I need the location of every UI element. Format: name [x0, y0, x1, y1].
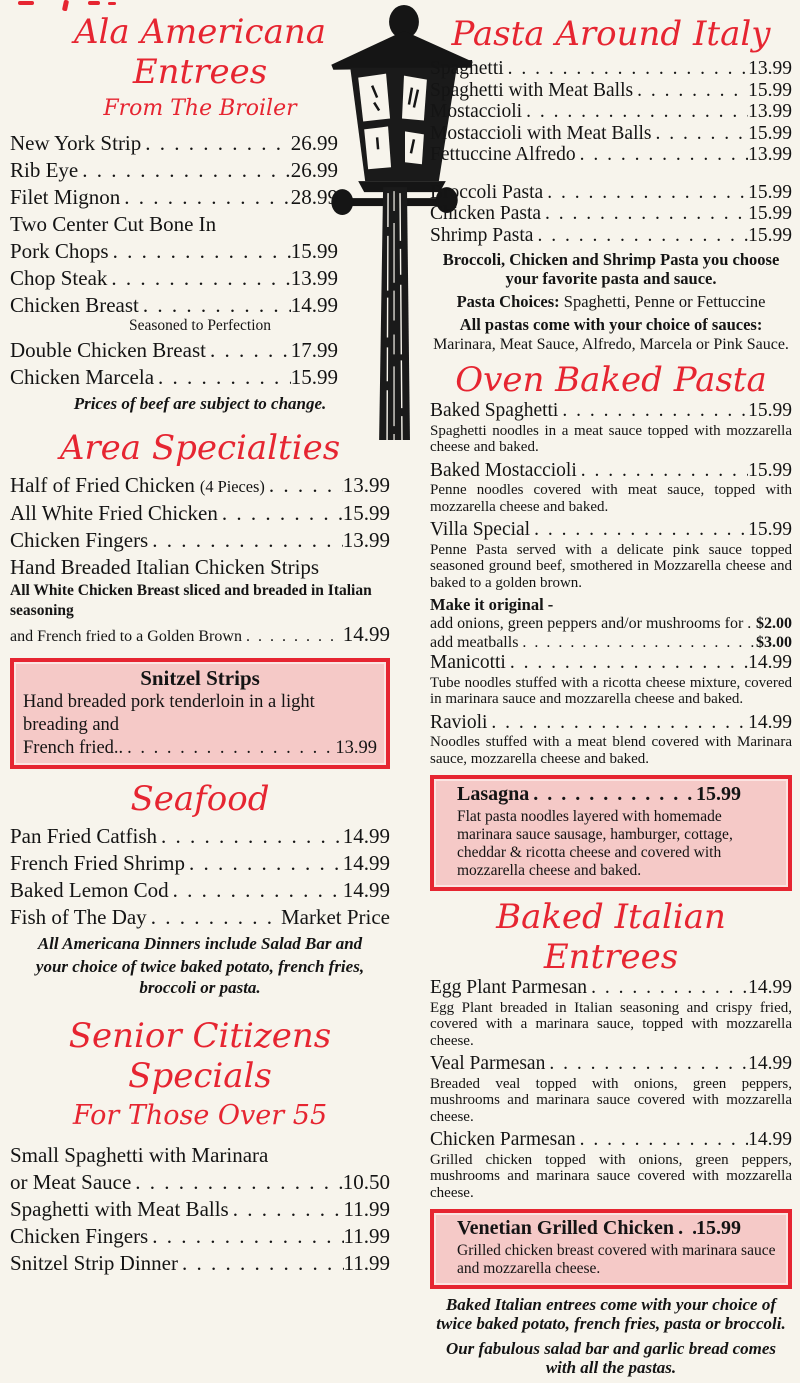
item-name: Manicotti: [430, 652, 506, 673]
pasta-choices-note: [430, 292, 792, 311]
item-name: Snitzel Strip Dinner: [10, 1251, 178, 1275]
dot-leader: [743, 614, 756, 633]
dot-leader: [504, 58, 748, 80]
dot-leader: [131, 1169, 342, 1196]
menu-note: All Americana Dinners include Salad Bar and: [37, 934, 363, 953]
item-description: All White Chicken Breast sliced and breaded in Italian seasoning: [10, 582, 372, 619]
dot-leader: [633, 80, 748, 102]
item-price: 15.99: [748, 400, 792, 421]
item-name: Two Center Cut Bone In: [10, 212, 217, 236]
dot-leader: [522, 101, 748, 123]
item-price: 14.99: [748, 977, 792, 998]
lamp-window: [405, 131, 424, 164]
dot-leader: [576, 1129, 748, 1151]
menu-item: [10, 527, 390, 554]
item-price: 26.99: [290, 131, 338, 155]
artifact-mark: [18, 1, 34, 5]
item-name: Fettuccine Alfredo: [430, 144, 576, 165]
menu-item: [430, 144, 792, 166]
item-name: and French fried to a Golden Brown: [10, 628, 242, 645]
menu-item: [10, 238, 390, 265]
item-name: Mostaccioli with Meat Balls: [430, 122, 652, 144]
item-price: 28.99: [290, 185, 338, 209]
special-box: [430, 1209, 792, 1289]
item-name: Chicken Marcela: [10, 365, 155, 389]
dot-leader: [577, 460, 748, 482]
dot-leader: [530, 519, 748, 541]
item-price: 15.99: [696, 783, 741, 805]
item-description: Noodles stuffed with a meat blend covered with Marinara sauce, mozzarella cheese and baked.: [430, 734, 792, 767]
menu-note: Make it original -: [430, 595, 554, 614]
menu-note: Broccoli, Chicken and Shrimp Pasta you choose your favorite pasta and sauce.: [442, 250, 780, 288]
item-name: Chicken Fingers: [10, 528, 149, 552]
item-price: 14.99: [342, 622, 390, 646]
item-price: 13.99: [748, 101, 792, 122]
item-name: Pan Fried Catfish: [10, 824, 157, 848]
menu-item: [10, 211, 390, 238]
item-subnote: Seasoned to Perfection: [128, 317, 272, 334]
menu-item: [10, 554, 390, 581]
dot-leader: [107, 265, 290, 292]
dot-leader: [529, 782, 696, 807]
item-price: 13.99: [342, 528, 390, 552]
item-description: Tube noodles stuffed with a ricotta cheese mixture, covered in marinara sauce and mozzarella cheese and baked.: [430, 674, 792, 707]
menu-item: [430, 1129, 792, 1151]
item-name: Mostaccioli: [430, 101, 523, 122]
item-price: 11.99: [343, 1251, 390, 1275]
section-subheading: For Those Over 55: [72, 1100, 328, 1131]
item-name: Spaghetti with Meat Balls: [430, 79, 634, 101]
item-description: Breaded veal topped with onions, green peppers, mushrooms and marinara sauce covered with mozzarella cheese.: [430, 1075, 792, 1125]
dot-leader: [587, 977, 748, 999]
menu-item: [10, 500, 390, 527]
item-price: 10.50: [342, 1170, 390, 1194]
item-price: 14.99: [290, 293, 338, 317]
item-name: Baked Spaghetti: [430, 400, 559, 421]
item-price: 26.99: [290, 158, 338, 182]
menu-addon-item: [430, 633, 792, 652]
dot-leader: [109, 238, 291, 265]
dot-leader: [139, 292, 291, 319]
item-name: Chicken Breast: [10, 293, 139, 317]
special-box-title: [443, 782, 779, 807]
item-price: 14.99: [342, 851, 390, 875]
menu-note: Our fabulous salad bar and garlic bread comes with all the pastas.: [445, 1339, 777, 1377]
dot-leader: [154, 364, 291, 391]
item-price: 15.99: [748, 224, 792, 246]
item-name: Venetian Grilled Chicken: [457, 1217, 675, 1239]
item-name: New York Strip: [10, 131, 142, 155]
menu-item: [10, 823, 390, 850]
section-heading: Seafood: [130, 779, 270, 819]
special-box-title: [443, 1216, 779, 1241]
item-name: Baked Lemon Cod: [10, 878, 169, 902]
section-senior-citizens: [10, 1016, 390, 1277]
item-name: Shrimp Pasta: [430, 224, 534, 246]
item-name: Villa Special: [430, 519, 531, 540]
item-price: 14.99: [748, 1053, 792, 1074]
special-box-description: Hand breaded pork tenderloin in a light breading and: [23, 692, 315, 735]
item-description: Egg Plant breaded in Italian seasoning and crispy fried, covered with a marinara sauce, topped with mozzarella cheese.: [430, 999, 792, 1049]
section-pasta-around-italy: [430, 14, 792, 354]
menu-item: [10, 1142, 390, 1169]
section-ala-americana: [10, 12, 390, 414]
menu-item: [430, 519, 792, 541]
artifact-mark: [108, 2, 116, 5]
item-price: Market Price: [280, 905, 390, 929]
special-box: [10, 658, 390, 769]
menu-item: [10, 877, 390, 904]
item-price: 14.99: [748, 652, 792, 673]
section-heading: Oven Baked Pasta: [455, 360, 767, 400]
item-name: Broccoli Pasta: [430, 181, 544, 203]
menu-item: [23, 737, 377, 760]
menu-item: [10, 1169, 390, 1196]
item-price: 14.99: [748, 711, 792, 733]
menu-item: [430, 712, 792, 734]
menu-addon-item: [430, 614, 792, 633]
item-price: 15.99: [342, 501, 390, 525]
section-heading: Area Specialties: [59, 428, 341, 468]
artifact-mark: [88, 1, 100, 5]
section-right-footer: [430, 1295, 792, 1377]
item-name: or Meat Sauce: [10, 1170, 132, 1194]
item-name: Spaghetti: [430, 58, 504, 79]
dot-leader: [558, 400, 748, 422]
dot-leader: [674, 1216, 696, 1241]
item-name: Baked Mostaccioli: [430, 459, 577, 481]
menu-item: [430, 203, 792, 225]
dot-leader: [185, 850, 343, 877]
item-price: 13.99: [748, 144, 792, 165]
item-price: 13.99: [342, 473, 390, 497]
menu-item: [10, 364, 390, 391]
item-price: 13.99: [335, 738, 377, 758]
item-price: 14.99: [748, 1129, 792, 1150]
item-name: add onions, green peppers and/or mushrooms for: [430, 615, 744, 632]
menu-item: [430, 58, 792, 80]
dot-leader: [148, 527, 343, 554]
section-lasagna: [430, 775, 792, 891]
item-name: add meatballs: [430, 634, 519, 651]
special-box-title: Snitzel Strips: [140, 666, 260, 690]
item-description: Grilled chicken topped with onions, green peppers, mushrooms and marinara sauce covered with mozzarella cheese.: [430, 1151, 792, 1201]
artifact-mark: [62, 0, 69, 11]
section-baked-italian-entrees: [430, 897, 792, 1201]
item-name: Chop Steak: [10, 266, 108, 290]
item-name: Half of Fried Chicken: [10, 473, 195, 497]
item-name: Filet Mignon: [10, 185, 121, 209]
item-description: Spaghetti noodles in a meat sauce topped with mozzarella cheese and baked.: [430, 422, 792, 455]
item-price: 11.99: [343, 1197, 390, 1221]
item-price: 15.99: [748, 181, 792, 203]
menu-item: [10, 157, 390, 184]
item-name: Chicken Pasta: [430, 203, 542, 224]
item-name: French Fried Shrimp: [10, 851, 185, 875]
item-price: 15.99: [696, 1217, 741, 1239]
item-description: Penne noodles covered with meat sauce, topped with mozzarella cheese and baked.: [430, 482, 792, 515]
lamp-window: [402, 76, 427, 121]
item-name-suffix: (4 Pieces): [199, 477, 265, 496]
item-name: Ravioli: [430, 711, 488, 733]
item-name: French fried..: [23, 738, 124, 758]
item-price: 17.99: [290, 338, 338, 362]
section-area-specialties: [10, 428, 390, 650]
menu-item: [430, 80, 792, 102]
section-heading: Senior Citizens Specials: [68, 1016, 332, 1096]
dot-leader: [120, 184, 290, 211]
dot-leader: [169, 877, 343, 904]
menu-item: [430, 460, 792, 482]
note-label: Pasta Choices:: [456, 292, 560, 311]
dot-leader: [652, 123, 749, 145]
item-name: Double Chicken Breast: [10, 338, 206, 362]
menu-item: [430, 977, 792, 999]
dot-leader: [157, 823, 343, 850]
dot-leader: [147, 904, 281, 931]
menu-item: [10, 292, 390, 319]
item-price: 15.99: [748, 459, 792, 481]
dot-leader: [123, 737, 335, 760]
dot-leader: [518, 633, 756, 652]
menu-item: [10, 621, 390, 650]
section-oven-baked-pasta: [430, 360, 792, 767]
section-heading: Baked Italian Entrees: [496, 897, 726, 977]
item-name: Fish of The Day: [10, 905, 147, 929]
item-name: Lasagna: [457, 783, 530, 805]
item-price: 14.99: [342, 878, 390, 902]
dot-leader: [533, 225, 748, 247]
item-price: 13.99: [748, 58, 792, 79]
item-name: Hand Breaded Italian Chicken Strips: [10, 555, 320, 579]
note-text: Spaghetti, Penne or Fettuccine: [559, 292, 766, 311]
dot-leader: [229, 1196, 344, 1223]
item-price: 11.99: [343, 1224, 390, 1248]
item-name: Chicken Parmesan: [430, 1129, 576, 1150]
menu-item: [10, 1250, 390, 1277]
menu-note: Marinara, Meat Sauce, Alfredo, Marcela or Pink Sauce.: [433, 336, 789, 353]
menu-item: [10, 337, 390, 364]
dot-leader: [141, 130, 290, 157]
item-name: Chicken Fingers: [10, 1224, 149, 1248]
menu-item: [10, 184, 390, 211]
section-venetian: [430, 1209, 792, 1289]
item-description: Penne Pasta served with a delicate pink sauce topped seasoned ground beef, smothered in Mozzarella cheese and baked to a golden brown.: [430, 541, 792, 591]
menu-item: [430, 400, 792, 422]
menu-item: [10, 472, 390, 500]
menu-item: [430, 652, 792, 674]
dot-leader: [178, 1250, 344, 1277]
menu-note: your choice of twice baked potato, french fries, broccoli or pasta.: [35, 957, 365, 997]
item-name: Small Spaghetti with Marinara: [10, 1143, 269, 1167]
item-price: 15.99: [748, 122, 792, 144]
menu-item: [10, 1196, 390, 1223]
menu-item: [430, 101, 792, 123]
menu-item: [430, 123, 792, 145]
right-column: [430, 14, 792, 1383]
section-heading: Ala Americana Entrees: [73, 12, 327, 92]
menu-item: [10, 1223, 390, 1250]
item-name: Egg Plant Parmesan: [430, 977, 588, 998]
item-price: 13.99: [290, 266, 338, 290]
menu-note: Prices of beef are subject to change.: [73, 394, 327, 413]
menu-item: [10, 265, 390, 292]
dot-leader: [206, 337, 291, 364]
menu-item: [10, 904, 390, 931]
dot-leader: [506, 652, 748, 674]
item-price: 14.99: [342, 824, 390, 848]
menu-item: [430, 182, 792, 204]
dot-leader: [218, 500, 343, 527]
item-name: Rib Eye: [10, 158, 79, 182]
item-price: 15.99: [748, 203, 792, 224]
list-gap: [430, 166, 792, 182]
dot-leader: [242, 623, 343, 650]
special-box-description: Grilled chicken breast covered with marinara sauce and mozzarella cheese.: [457, 1242, 776, 1277]
item-name: Spaghetti with Meat Balls: [10, 1197, 229, 1221]
dot-leader: [545, 1053, 748, 1075]
item-name: Pork Chops: [10, 239, 109, 263]
section-heading: Pasta Around Italy: [451, 14, 771, 54]
dot-leader: [576, 144, 748, 166]
item-price: 15.99: [290, 365, 338, 389]
dot-leader: [265, 472, 343, 499]
dot-leader: [543, 182, 748, 204]
left-column: [10, 12, 390, 1277]
section-seafood: [10, 779, 390, 998]
section-subheading: From The Broiler: [103, 96, 297, 121]
menu-item: [10, 130, 390, 157]
special-box-description: Flat pasta noodles layered with homemade marinara sauce sausage, hamburger, cottage, cheddar & ricotta cheese and covered with mozzarella cheese and baked.: [457, 808, 733, 879]
item-name: All White Fried Chicken: [10, 501, 218, 525]
item-price: 15.99: [748, 519, 792, 540]
section-snitzel-strips: [10, 658, 390, 769]
item-price: $2.00: [756, 615, 792, 632]
menu-note: Baked Italian entrees come with your choice of twice baked potato, french fries, pasta or broccoli.: [436, 1295, 786, 1333]
menu-item: [430, 225, 792, 247]
dot-leader: [148, 1223, 343, 1250]
menu-item: [430, 1053, 792, 1075]
item-price: 15.99: [748, 79, 792, 101]
dot-leader: [487, 712, 748, 734]
dot-leader: [541, 203, 748, 225]
menu-note: All pastas come with your choice of sauces:: [459, 315, 763, 334]
item-name: Veal Parmesan: [430, 1053, 546, 1074]
item-price: 15.99: [290, 239, 338, 263]
item-price: $3.00: [756, 634, 792, 651]
special-box: [430, 775, 792, 891]
dot-leader: [78, 157, 291, 184]
menu-item: [10, 850, 390, 877]
